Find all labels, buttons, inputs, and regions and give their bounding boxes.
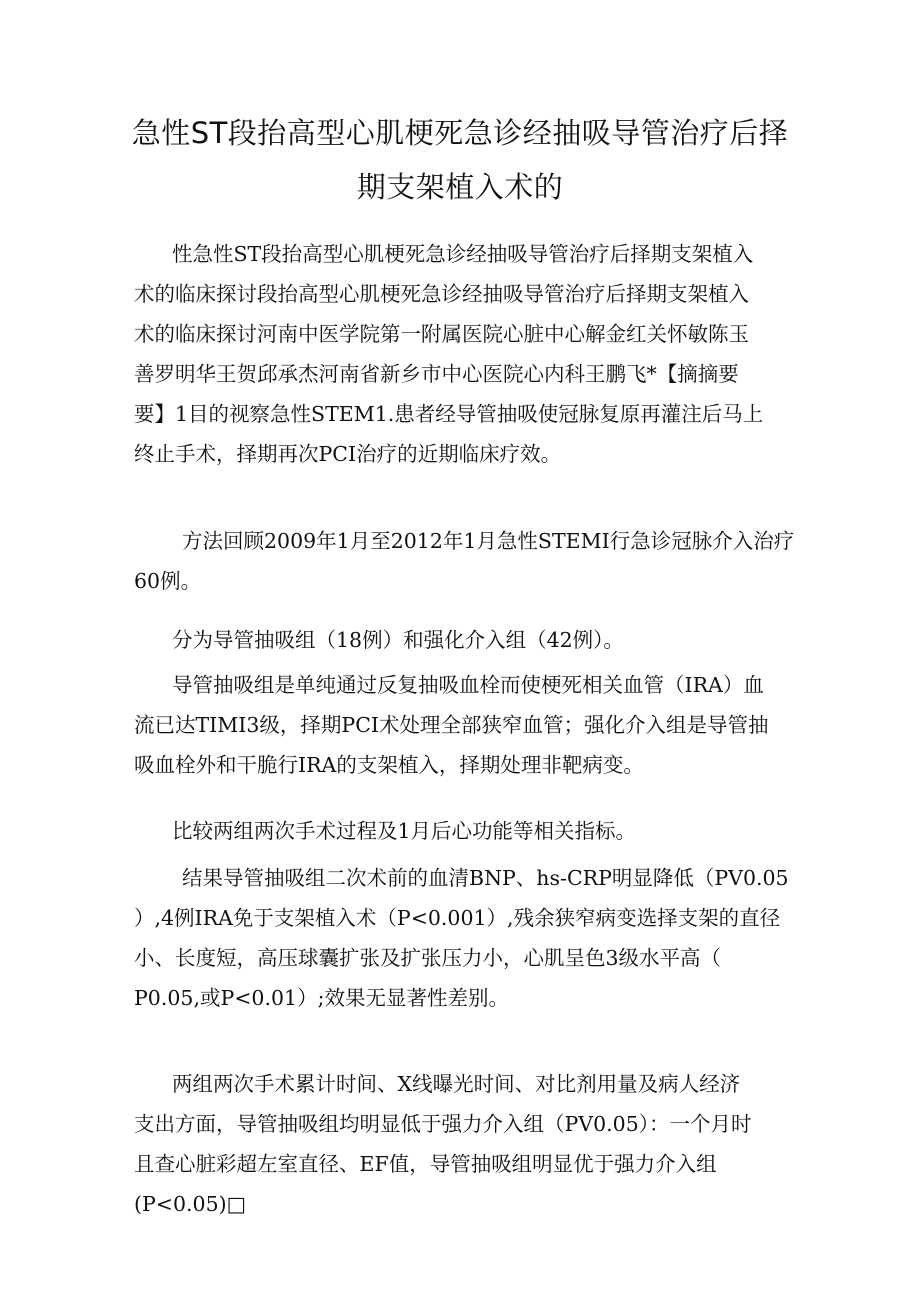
paragraph-line: 术的临床探讨河南中医学院第一附属医院心脏中心解金红关怀敏陈玉 xyxy=(134,322,749,346)
paragraph-line: 吸血栓外和干脆行IRA的支架植入，择期处理非靶病变。 xyxy=(134,753,644,777)
paragraph-line: 60例。 xyxy=(134,569,202,593)
paragraph-methods xyxy=(134,521,794,601)
paragraph-line: 分为导管抽吸组（18例）和强化介入组（42例）。 xyxy=(172,628,624,652)
paragraph-line: 流已达TIMI3级，择期PCI术处理全部狭窄血管；强化介入组是导管抽 xyxy=(134,713,769,737)
paragraph-line: 结果导管抽吸组二次术前的血清BNP、hs-CRP明显降低（PV0.05 xyxy=(182,866,789,890)
document-title xyxy=(120,106,800,214)
paragraph-line: 方法回顾2009年1月至2012年1月急性STEMI行急诊冠脉介入治疗 xyxy=(182,529,795,553)
paragraph-line: 要】1目的视察急性STEM1.患者经导管抽吸使冠脉复原再灌注后马上 xyxy=(134,402,764,426)
paragraph-line: 善罗明华王贺邱承杰河南省新乡市中心医院心内科王鹏飞*【摘摘要 xyxy=(134,362,739,386)
paragraph-line: 性急性ST段抬高型心肌梗死急诊经抽吸导管治疗后择期支架植入 xyxy=(172,242,754,266)
paragraph-comparison xyxy=(134,811,794,851)
paragraph-line: (P<0.05)□ xyxy=(134,1192,246,1216)
paragraph-groups xyxy=(134,620,794,660)
paragraph-abstract-header xyxy=(134,234,794,474)
paragraph-line: 两组两次手术累计时间、X线曝光时间、对比剂用量及病人经济 xyxy=(172,1072,741,1096)
paragraph-line: 导管抽吸组是单纯通过反复抽吸血栓而使梗死相关血管（IRA）血 xyxy=(172,673,764,697)
paragraph-line: P0.05,或P<0.01）;效果无显著性差别。 xyxy=(134,986,509,1010)
paragraph-line: 比较两组两次手术过程及1月后心功能等相关指标。 xyxy=(172,819,637,843)
paragraph-line: 小、长度短，高压球囊扩张及扩张压力小，心肌呈色3级水平高（ xyxy=(134,946,722,970)
paragraph-results xyxy=(134,858,794,1018)
paragraph-line: 且查心脏彩超左室直径、EF值，导管抽吸组明显优于强力介入组 xyxy=(134,1152,717,1176)
paragraph-group-definition xyxy=(134,665,794,785)
title-line-2: 期支架植入术的 xyxy=(356,170,564,204)
paragraph-line: 术的临床探讨段抬高型心肌梗死急诊经抽吸导管治疗后择期支架植入 xyxy=(134,282,749,306)
paragraph-line: 支出方面，导管抽吸组均明显低于强力介入组（PV0.05）：一个月时 xyxy=(134,1112,752,1136)
paragraph-line: 终止手术，择期再次PCI治疗的近期临床疗效。 xyxy=(134,442,562,466)
paragraph-line: ）,4例IRA免于支架植入术（P<0.001）,残余狭窄病变选择支架的直径 xyxy=(134,906,781,930)
title-line-1: 急性ST段抬高型心肌梗死急诊经抽吸导管治疗后择 xyxy=(131,116,789,150)
paragraph-costs xyxy=(134,1064,794,1224)
